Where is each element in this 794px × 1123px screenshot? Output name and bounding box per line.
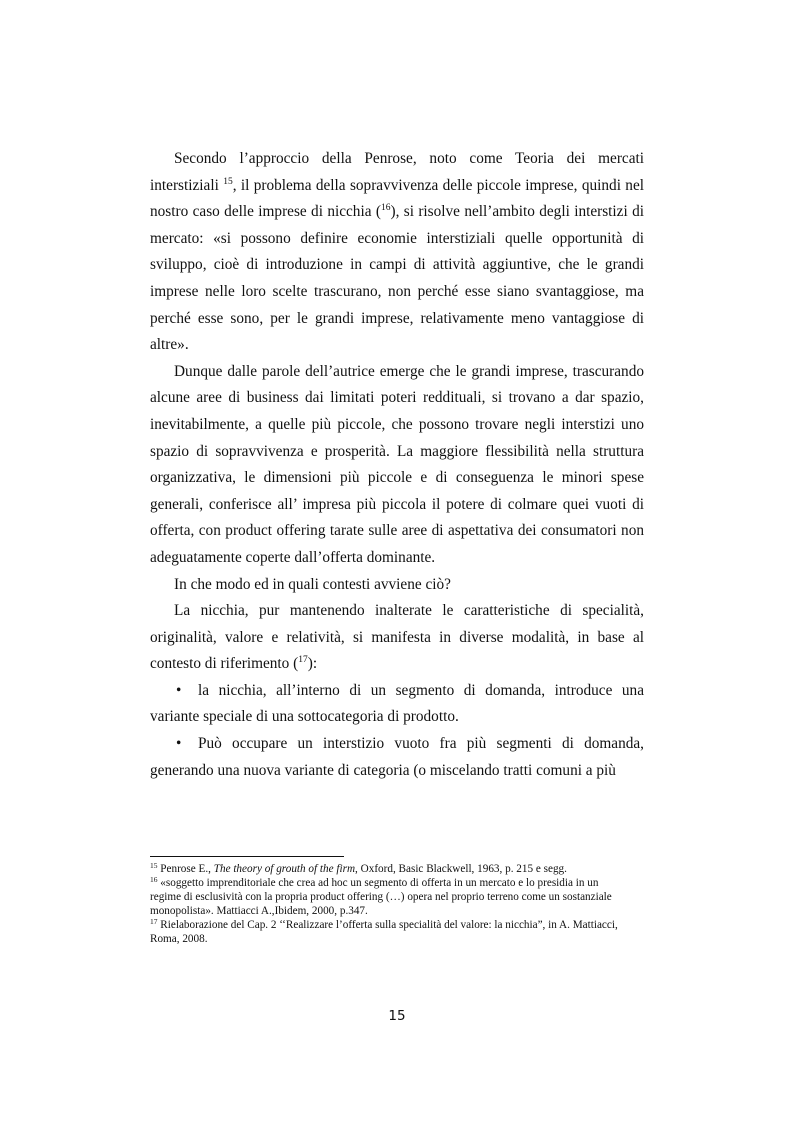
- paragraph-text: ), si risolve nell’ambito degli interstizi di mercato: «si possono definire economie interstiziali quelle opportunità di sviluppo, cioè di introduzione in campi di attività aggiuntive, che le grandi imprese nelle loro scelte trascurano, non perché esse siano svantaggiose, ma perché esse sono, per le grandi imprese, relativamente meno vantaggiose di altre».: [150, 203, 644, 354]
- bullet-text: la nicchia, all’interno di un segmento di domanda, introduce una variante speciale di una sottocategoria di prodotto.: [150, 681, 644, 726]
- footnote-ref-17: 17: [298, 655, 308, 666]
- footnote-number: 15: [150, 861, 158, 870]
- paragraph-nicchia: [150, 598, 644, 678]
- page-number: 15: [388, 1008, 406, 1024]
- paragraph-text: La nicchia, pur mantenendo inalterate le caratteristiche di specialità, originalità, valore e relatività, si manifesta in diverse modalità, in base al contesto di riferimento (: [150, 602, 644, 673]
- footnote-text: Penrose E.,: [157, 863, 214, 875]
- footnote-text: Rielaborazione del Cap. 2 ‘‘Realizzare l’offerta sulla specialità del valore: la nicchia”, in A. Mattiacci, Roma, 2008.: [150, 919, 618, 946]
- paragraph-text: Secondo l’approccio della Penrose, noto come Teoria dei mercati interstiziali: [150, 150, 644, 194]
- paragraph-text: ):: [307, 655, 318, 673]
- paragraph-text: , il problema della sopravvivenza delle piccole imprese, quindi nel nostro caso delle imprese di nicchia (: [150, 176, 644, 221]
- footnote-17: [150, 918, 620, 946]
- paragraph-question: In che modo ed in quali contesti avviene ciò?: [174, 575, 451, 593]
- footnote-16: [150, 876, 620, 918]
- paragraph-penrose: [150, 146, 644, 359]
- footnotes: [150, 862, 620, 947]
- paragraph-dunque: Dunque dalle parole dell’autrice emerge che le grandi imprese, trascurando alcune aree di business dai limitati poteri reddituali, si trovano a dar spazio, inevitabilmente, a quelle più piccole, che possono trovare negli interstizi uno spazio di sopravvivenza e prosperità. La maggiore flessibilità nella struttura organizzativa, le dimensioni più piccole e di conseguenza le minori spese generali, conferisce all’ impresa più piccola il potere di colmare quei vuoti di offerta, con product offering tarate sulle aree di aspettativa dei consumatori non adeguatamente coperte dall’offerta dominante.: [150, 362, 644, 566]
- footnote-text: «soggetto imprenditoriale che crea ad hoc un segmento di offerta in un mercato e lo presidia in un regime di esclusività con la propria product offering (…) opera nel proprio terreno come un sostanziale monopolista». Mattiacci A.,Ibidem, 2000, p.347.: [150, 877, 612, 918]
- footnote-ref-15: 15: [223, 176, 233, 187]
- bullet-text: Può occupare un interstizio vuoto fra più segmenti di domanda, generando una nuova variante di categoria (o miscelando tratti comuni a più: [150, 735, 644, 779]
- body-text: [150, 146, 644, 784]
- bullet-icon: •: [176, 735, 182, 753]
- footnote-number: 17: [150, 917, 158, 927]
- footnote-text: , Oxford, Basic Blackwell, 1963, p. 215 e segg.: [355, 863, 567, 875]
- footnote-ref-16: 16: [380, 203, 391, 214]
- footnote-15: [150, 862, 620, 876]
- footnote-divider: [150, 856, 344, 857]
- bullet-item: [150, 678, 644, 731]
- bullet-icon: •: [176, 681, 182, 699]
- footnote-book-title: The theory of grouth of the firm: [213, 863, 356, 875]
- footnote-number: 16: [150, 875, 158, 885]
- bullet-item: [150, 731, 644, 784]
